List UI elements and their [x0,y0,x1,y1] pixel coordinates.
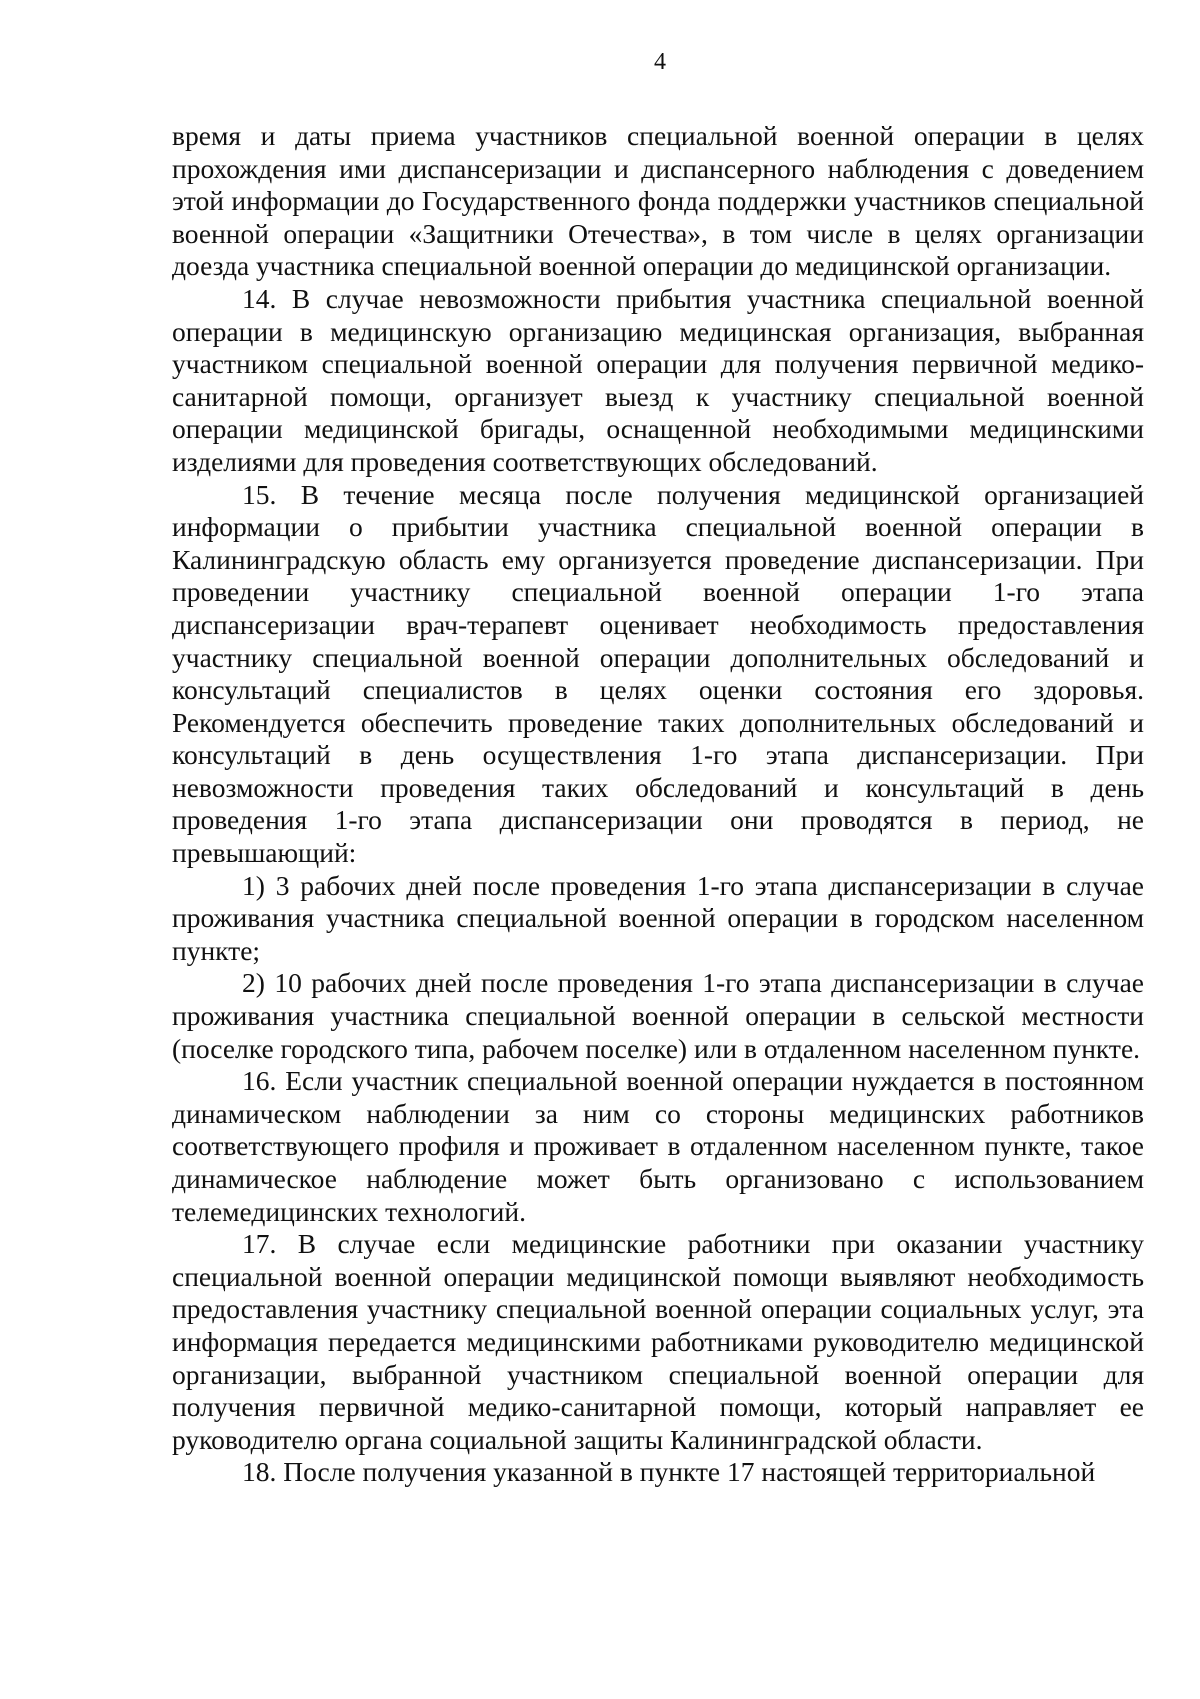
paragraph-15-item-2: 2) 10 рабочих дней после проведения 1-го этапа диспансеризации в случае проживания участника специальной военной операции в сельской местности (поселке городского типа, рабочем поселке) или в отдаленном населенном пункте. [172,967,1144,1064]
paragraph-14: 14. В случае невозможности прибытия участника специальной военной операции в медицинскую организацию медицинская организация, выбранная участником специальной военной операции для получения первичной медико-санитарной помощи, организует выезд к участнику специальной военной операции медицинской бригады, оснащенной необходимыми медицинскими изделиями для проведения соответствующих обследований. [172,282,1144,477]
page-number: 4 [654,49,666,75]
paragraph-17: 17. В случае если медицинские работники при оказании участнику специальной военной операции медицинской помощи выявляют необходимость предоставления участнику специальной военной операции социальных услуг, эта информация передается медицинскими работниками руководителю медицинской организации, выбранной участником специальной военной операции для получения первичной медико-санитарной помощи, который направляет ее руководителю органа социальной защиты Калининградской области. [172,1228,1144,1455]
paragraph-16: 16. Если участник специальной военной операции нуждается в постоянном динамическом наблюдении за ним со стороны медицинских работников соответствующего профиля и проживает в отдаленном населенном пункте, такое динамическое наблюдение может быть организовано с использованием телемедицинских технологий. [172,1065,1144,1227]
paragraph-18: 18. После получения указанной в пункте 17 настоящей территориальной [242,1456,1096,1488]
paragraph-continuation: время и даты приема участников специальной военной операции в целях прохождения ими диспансеризации и диспансерного наблюдения с доведением этой информации до Государственного фонда поддержки участников специальной военной операции «Защитники Отечества», в том числе в целях организации доезда участника специальной военной операции до медицинской организации. [172,120,1144,282]
paragraph-15: 15. В течение месяца после получения медицинской организацией информации о прибытии участника специальной военной операции в Калининградскую область ему организуется проведение диспансеризации. При проведении участнику специальной военной операции 1-го этапа диспансеризации врач-терапевт оценивает необходимость предоставления участнику специальной военной операции дополнительных обследований и консультаций специалистов в целях оценки состояния его здоровья. Рекомендуется обеспечить проведение таких дополнительных обследований и консультаций в день осуществления 1-го этапа диспансеризации. При невозможности проведения таких обследований и консультаций в день проведения 1-го этапа диспансеризации они проводятся в период, не превышающий: [172,478,1144,869]
document-body [172,120,1144,1489]
paragraph-15-item-1: 1) 3 рабочих дней после проведения 1-го этапа диспансеризации в случае проживания участника специальной военной операции в городском населенном пункте; [172,869,1144,966]
